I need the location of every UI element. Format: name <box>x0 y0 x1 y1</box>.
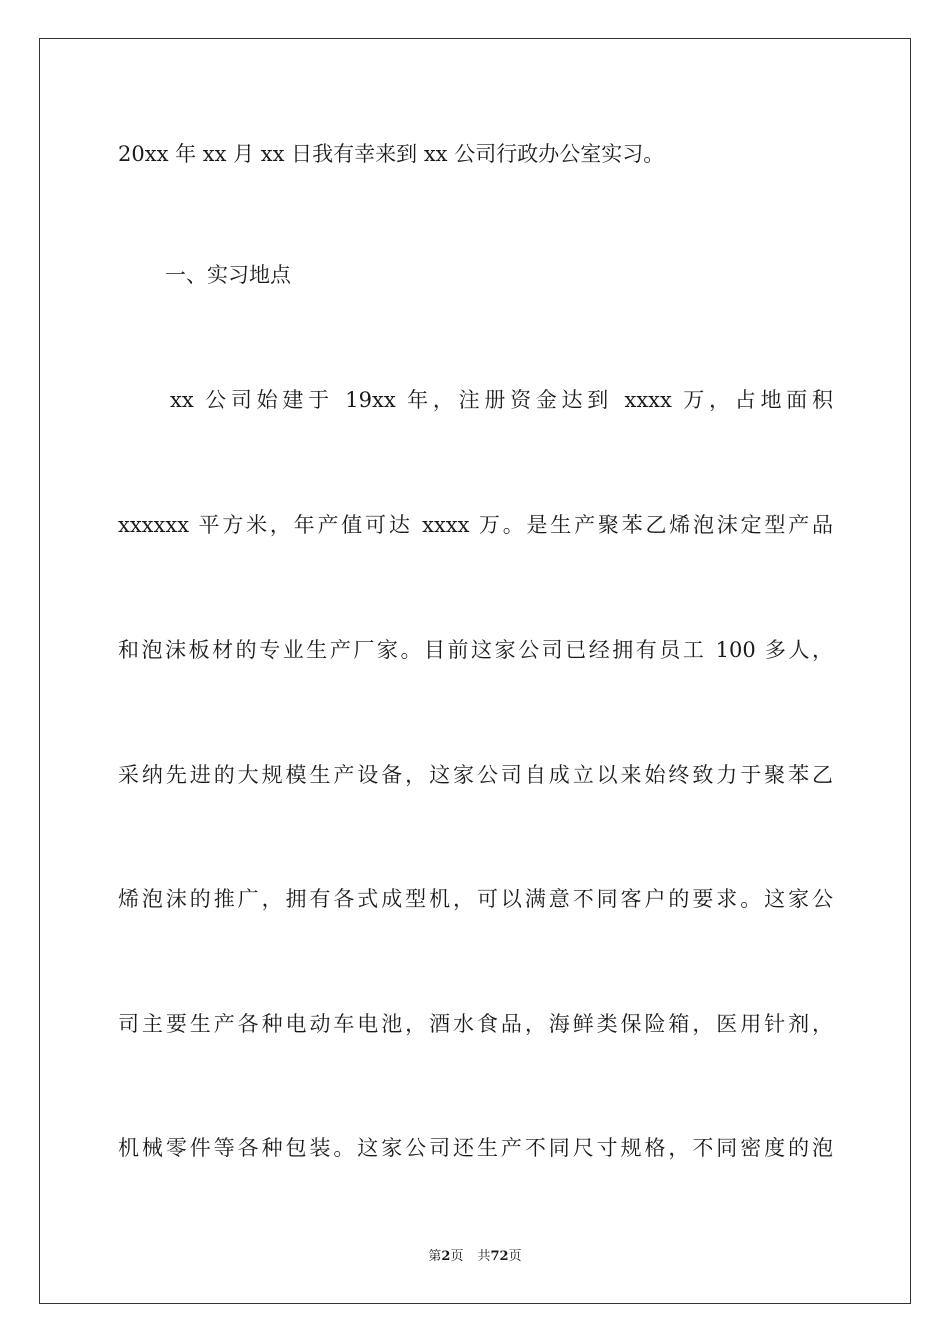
paragraph-line: xx 公司始建于 19xx 年，注册资金达到 xxxx 万，占地面积 <box>170 388 833 412</box>
page-number: 2 <box>441 1249 451 1264</box>
total-suffix: 页 <box>508 1249 522 1264</box>
total-prefix: 共 <box>477 1249 491 1264</box>
page-prefix: 第 <box>428 1249 442 1264</box>
intro-line: 20xx 年 xx 月 xx 日我有幸来到 xx 公司行政办公室实习。 <box>118 142 665 166</box>
section-heading: 一、实习地点 <box>165 263 291 287</box>
paragraph-line: 采纳先进的大规模生产设备，这家公司自成立以来始终致力于聚苯乙 <box>118 763 833 787</box>
total-pages: 72 <box>490 1249 509 1264</box>
paragraph-line: 烯泡沫的推广，拥有各式成型机，可以满意不同客户的要求。这家公 <box>118 887 833 911</box>
paragraph-line: xxxxxx 平方米，年产值可达 xxxx 万。是生产聚苯乙烯泡沫定型产品 <box>118 513 833 537</box>
page-border <box>39 38 911 1304</box>
paragraph-line: 机械零件等各种包装。这家公司还生产不同尺寸规格，不同密度的泡 <box>118 1136 833 1160</box>
page-suffix: 页 <box>450 1249 464 1264</box>
paragraph-line: 司主要生产各种电动车电池，酒水食品，海鲜类保险箱，医用针剂， <box>118 1012 833 1036</box>
page-footer <box>0 1249 950 1265</box>
paragraph-line: 和泡沫板材的专业生产厂家。目前这家公司已经拥有员工 100 多人， <box>118 638 833 662</box>
